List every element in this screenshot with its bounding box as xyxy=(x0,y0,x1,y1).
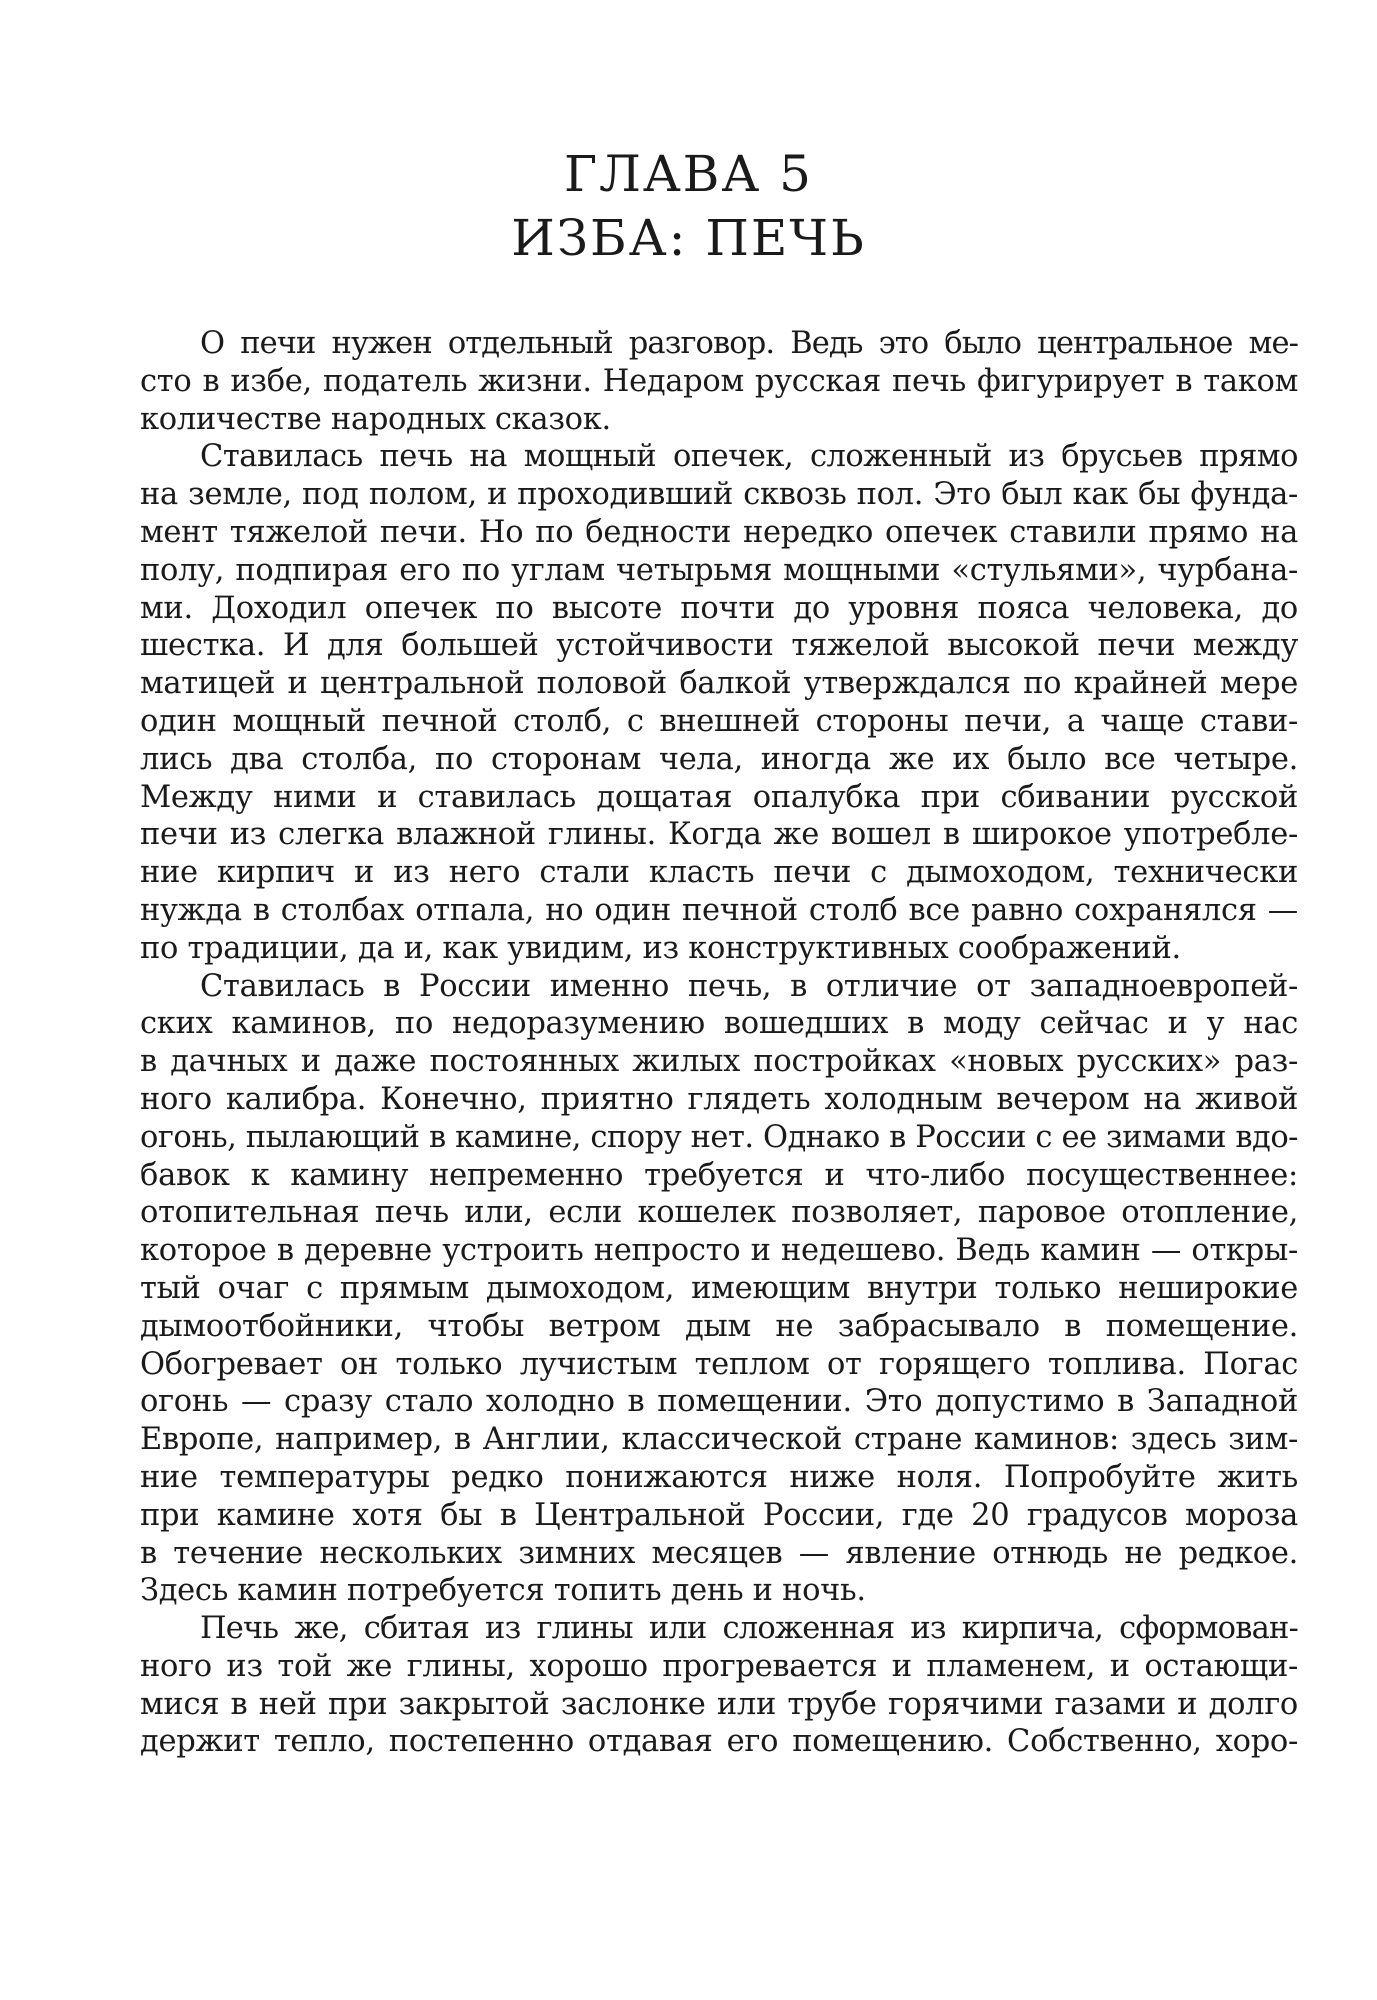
text-line: Печь же, сбитая из глины или сложенная из кирпича, сформован- xyxy=(200,1611,1298,1647)
text-line: Обогревает он только лучистым теплом от горящего топлива. Погас xyxy=(140,1346,1298,1382)
text-line: мися в ней при закрытой заслонке или трубе горячими газами и долго xyxy=(140,1686,1298,1722)
paragraph-3 xyxy=(140,968,1298,1611)
text-line: держит тепло, постепенно отдавая его помещению. Собственно, хоро- xyxy=(140,1724,1298,1760)
text-line: сто в избе, податель жизни. Недаром русская печь фигурирует в таком xyxy=(140,363,1298,399)
paragraph-2 xyxy=(140,438,1298,967)
text-line: Здесь камин потребуется топить день и ночь. xyxy=(140,1573,866,1609)
chapter-number: ГЛАВА 5 xyxy=(563,145,813,203)
text-line: которое в деревне устроить непросто и недешево. Ведь камин — откры- xyxy=(140,1233,1298,1269)
text-line: в течение нескольких зимних месяцев — явление отнюдь не редкое. xyxy=(140,1535,1298,1571)
text-line: на земле, под полом, и проходивший сквозь пол. Это был как бы фунда- xyxy=(140,477,1298,513)
text-line: ние температуры редко понижаются ниже ноля. Попробуйте жить xyxy=(140,1459,1298,1495)
text-line: ние кирпич и из него стали класть печи с дымоходом, технически xyxy=(140,855,1298,891)
text-line: дымоотбойники, чтобы ветром дым не забрасывало в помещение. xyxy=(140,1308,1298,1344)
text-line: Европе, например, в Англии, классической стране каминов: здесь зим- xyxy=(140,1422,1298,1458)
text-line: лись два столба, по сторонам чела, иногда же их было все четыре. xyxy=(140,741,1298,777)
text-line: ного калибра. Конечно, приятно глядеть холодным вечером на живой xyxy=(140,1081,1298,1117)
text-line: огонь — сразу стало холодно в помещении. Это допустимо в Западной xyxy=(140,1384,1298,1420)
text-line: нужда в столбах отпала, но один печной столб все равно сохранялся — xyxy=(140,892,1298,928)
paragraph-4 xyxy=(140,1610,1298,1761)
chapter-body xyxy=(140,325,1298,1761)
text-line: О печи нужен отдельный разговор. Ведь это было центральное ме- xyxy=(200,326,1298,361)
text-line: Ставилась печь на мощный опечек, сложенный из брусьев прямо xyxy=(200,439,1298,475)
text-line: при камине хотя бы в Центральной России, где 20 градусов мороза xyxy=(140,1497,1298,1533)
text-line: по традиции, да и, как увидим, из конструктивных соображений. xyxy=(140,930,1181,966)
text-line: полу, подпирая его по углам четырьмя мощными «стульями», чурбана- xyxy=(140,552,1298,588)
text-line: огонь, пылающий в камине, спору нет. Однако в России с ее зимами вдо- xyxy=(140,1119,1298,1155)
text-line: ских каминов, по недоразумению вошедших в моду сейчас и у нас xyxy=(140,1006,1298,1042)
text-line: шестка. И для большей устойчивости тяжелой высокой печи между xyxy=(140,628,1298,664)
chapter-title: ИЗБА: ПЕЧЬ xyxy=(511,209,866,267)
text-line: тый очаг с прямым дымоходом, имеющим внутри только неширокие xyxy=(140,1270,1298,1306)
text-line: Между ними и ставилась дощатая опалубка при сбивании русской xyxy=(140,779,1298,815)
chapter-heading xyxy=(0,142,1377,270)
text-line: печи из слегка влажной глины. Когда же вошел в широкое употребле- xyxy=(140,817,1298,853)
text-line: мент тяжелой печи. Но по бедности нередко опечек ставили прямо на xyxy=(140,514,1298,550)
paragraph-1 xyxy=(140,325,1298,438)
text-line: ного из той же глины, хорошо прогревается и пламенем, и остающи- xyxy=(140,1648,1298,1684)
text-line: Ставилась в России именно печь, в отличие от западноевропей- xyxy=(200,968,1298,1004)
text-line: отопительная печь или, если кошелек позволяет, паровое отопление, xyxy=(140,1195,1298,1231)
text-line: один мощный печной столб, с внешней стороны печи, а чаще стави- xyxy=(140,703,1298,739)
text-line: в дачных и даже постоянных жилых постройках «новых русских» раз- xyxy=(140,1044,1298,1080)
text-line: ми. Доходил опечек по высоте почти до уровня пояса человека, до xyxy=(140,590,1298,626)
text-line: количестве народных сказок. xyxy=(140,401,611,437)
text-line: бавок к камину непременно требуется и что-либо посущественнее: xyxy=(140,1157,1298,1193)
text-line: матицей и центральной половой балкой утверждался по крайней мере xyxy=(140,666,1298,702)
